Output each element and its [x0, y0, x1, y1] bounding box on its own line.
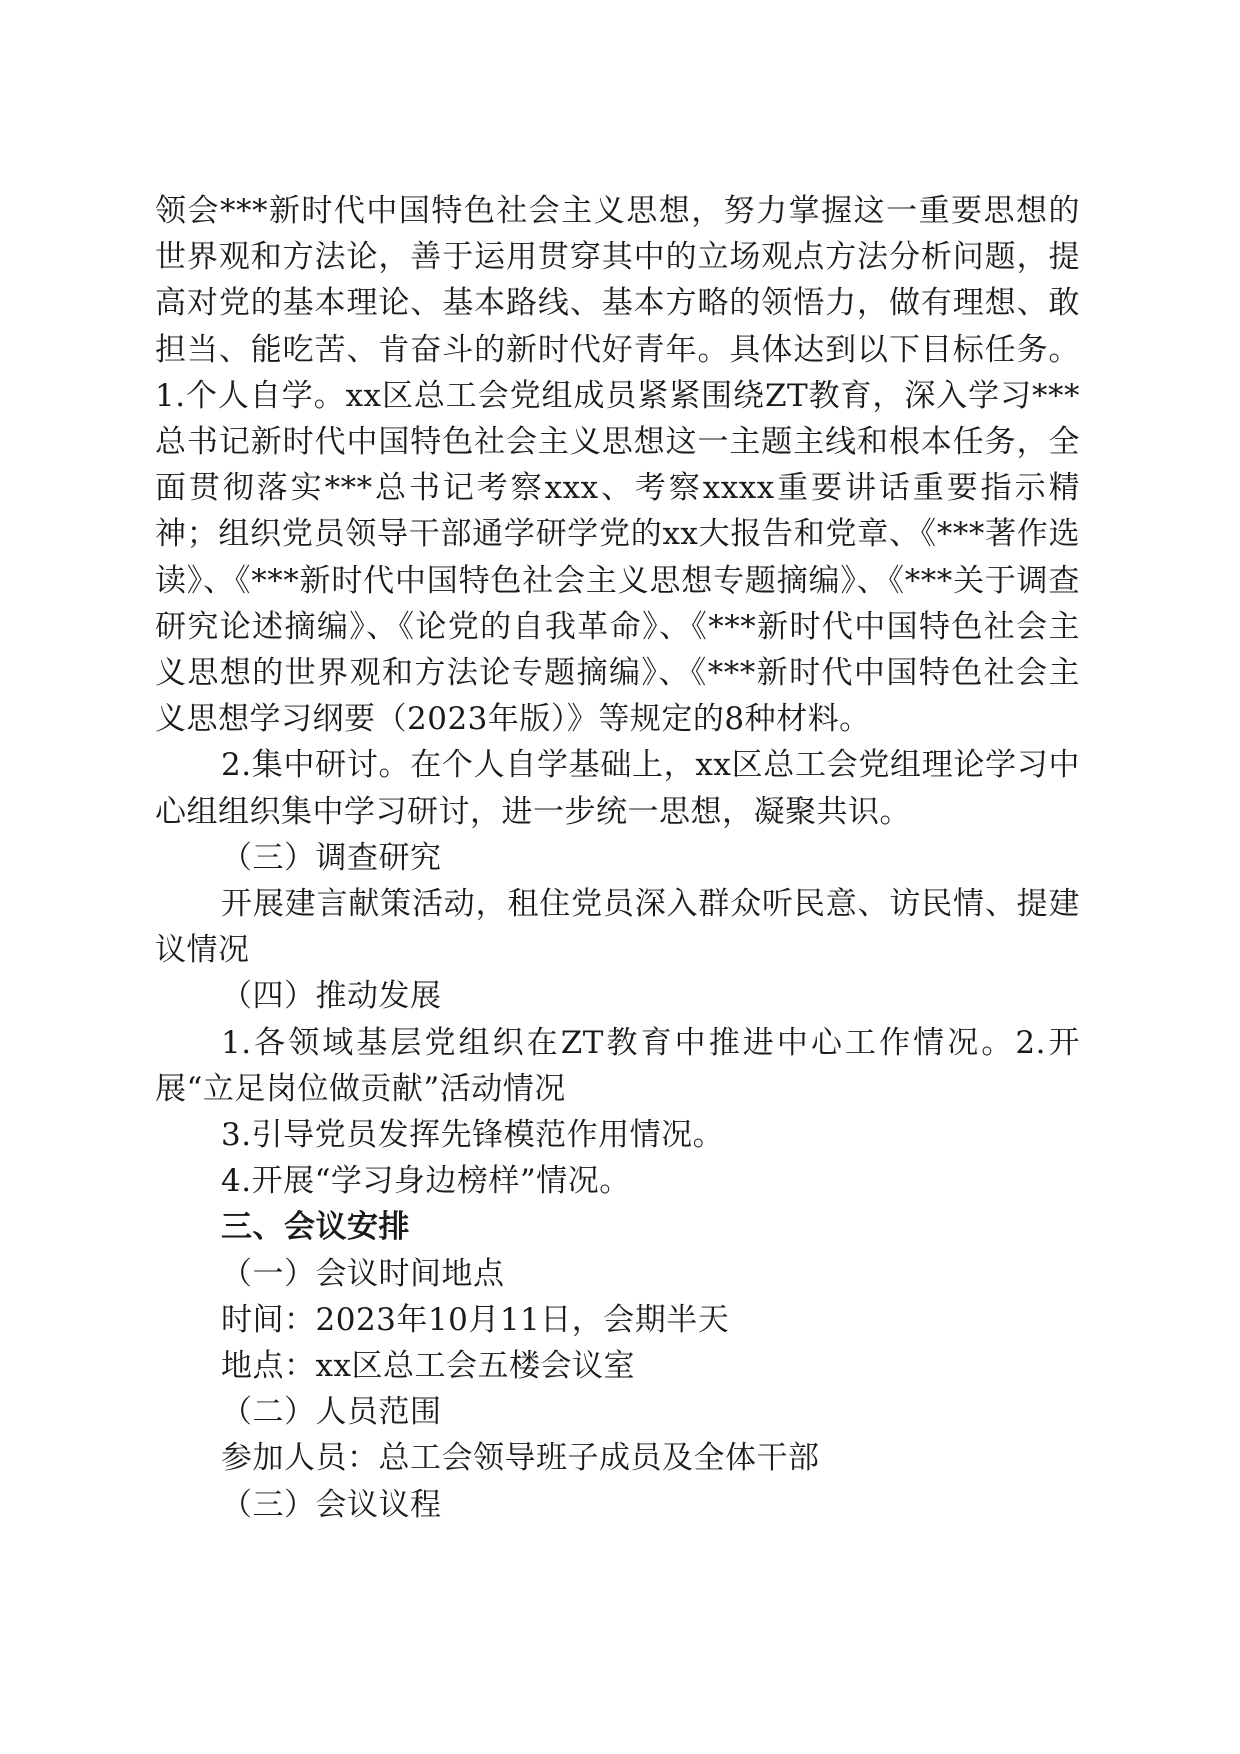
paragraph-investigation: 开展建言献策活动，租住党员深入群众听民意、访民情、提建议情况: [155, 886, 1080, 969]
paragraph-attendees: 参加人员：总工会领导班子成员及全体干部: [221, 1440, 820, 1477]
paragraph-meeting-time: 时间：2023年10月11日，会期半天: [221, 1301, 730, 1338]
heading-meeting-arrangement: 三、会议安排: [221, 1209, 410, 1246]
heading-attendees: （二）人员范围: [221, 1394, 442, 1431]
document-body: [155, 188, 1080, 1528]
paragraph-development-item-4: 4.开展“学习身边榜样”情况。: [221, 1163, 631, 1200]
paragraph-meeting-place: 地点：xx区总工会五楼会议室: [221, 1348, 635, 1385]
heading-promote-development: （四）推动发展: [221, 978, 442, 1015]
paragraph-study-goals: 领会***新时代中国特色社会主义思想，努力掌握这一重要思想的世界观和方法论，善于运用贯穿其中的立场观点方法分析问题，提高对党的基本理论、基本路线、基本方略的领悟力，做有理想、敢担当、能吃苦、肯奋斗的新时代好青年。具体达到以下目标任务。1.个人自学。xx区总工会党组成员紧紧围绕ZT教育，深入学习***总书记新时代中国特色社会主义思想这一主题主线和根本任务，全面贯彻落实***总书记考察xxx、考察xxxx重要讲话重要指示精神；组织党员领导干部通学研学党的xx大报告和党章、《***著作选读》、《***新时代中国特色社会主义思想专题摘编》、《***关于调查研究论述摘编》、《论党的自我革命》、《***新时代中国特色社会主义思想的世界观和方法论专题摘编》、《***新时代中国特色社会主义思想学习纲要（2023年版）》等规定的8种材料。: [155, 193, 1080, 738]
heading-investigation: （三）调查研究: [221, 839, 442, 876]
paragraph-development-item-1: 1.各领域基层党组织在ZT教育中推进中心工作情况。2.开展“立足岗位做贡献”活动情况: [155, 1024, 1080, 1107]
paragraph-development-item-3: 3.引导党员发挥先锋模范作用情况。: [221, 1117, 725, 1154]
paragraph-group-discussion: 2.集中研讨。在个人自学基础上，xx区总工会党组理论学习中心组组织集中学习研讨，进一步统一思想，凝聚共识。: [155, 747, 1080, 830]
heading-agenda: （三）会议议程: [221, 1486, 442, 1523]
heading-meeting-time-place: （一）会议时间地点: [221, 1255, 505, 1292]
